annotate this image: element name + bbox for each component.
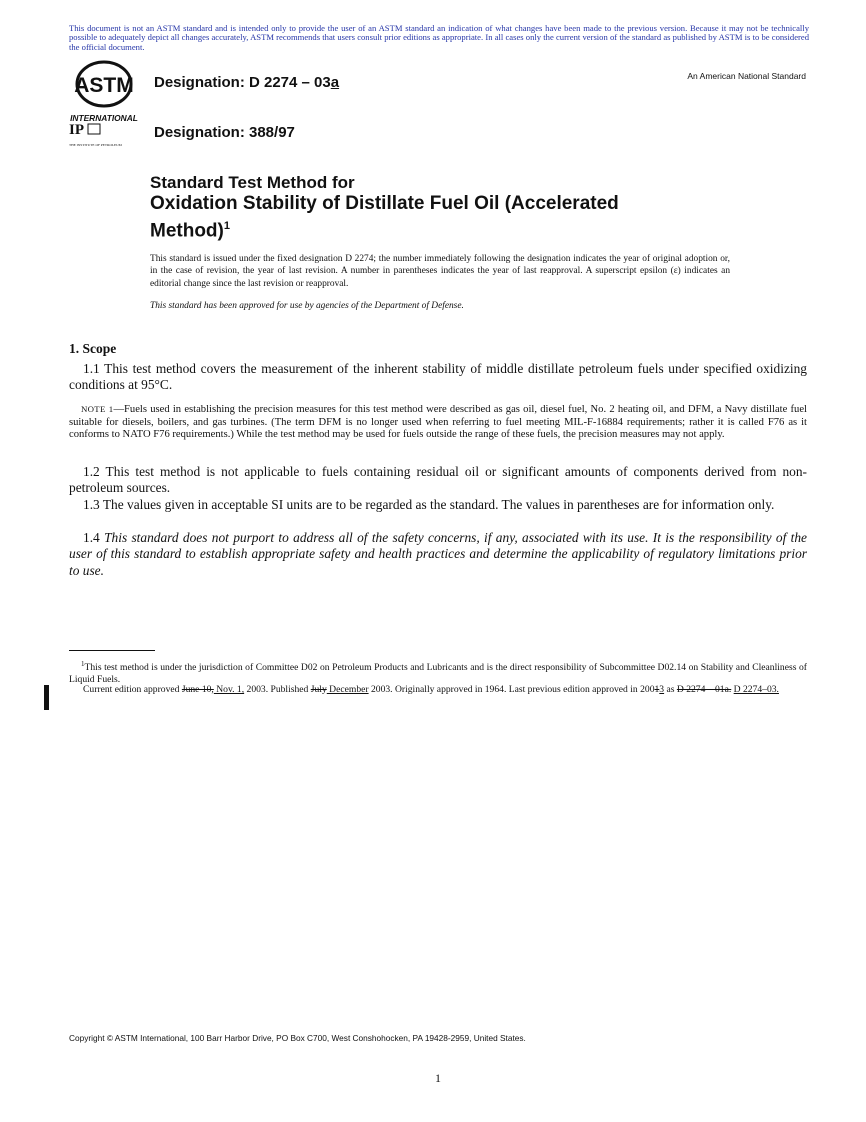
note-text: —Fuels used in establishing the precision measures for this test method were described as gas oil, diesel fuel, No. 2 heating oil, and DFM, a Navy distillate fuel suitable for diesels, boilers, and gas turbines. (The term DFM is no longer used when referring to fuel meeting MIL-F-16884 requirements; rather it is called F76 as it conforms to NATO F76 requirements.) While the test method may be used for fuels outside the range of these fuels, the precision measures may not apply. [69,404,807,441]
title-line-2: Oxidation Stability of Distillate Fuel Oil (Accelerated [150,193,619,214]
copyright-line: Copyright © ASTM International, 100 Barr Harbor Drive, PO Box C700, West Conshohocken, PA 19428-2959, United States. [69,1033,526,1043]
note-1 [69,403,807,442]
astm-logo-text: ASTM [74,74,134,97]
paragraph-1-4 [69,530,807,579]
astm-international-text: INTERNATIONAL [70,113,138,123]
section-heading-scope: 1. Scope [69,341,117,356]
paragraph-1-2: 1.2 This test method is not applicable to fuels containing residual oil or significant amounts of components derived from non-petroleum sources. [69,464,807,496]
inserted-text: 3 [659,684,665,695]
designation-ip: Designation: 388/97 [154,124,295,141]
title-footnote-ref: 1 [223,220,230,232]
footnote-1: $^1$This test method is under the jurisdiction of Committee D02 on Petroleum Products and Lubricants and is the direct responsibility of Subcommittee D02.14 on Stability and Cleanliness of Liquid Fuels. [69,660,807,686]
inserted-text: D 2274–03. [733,684,779,695]
footnote-rule [69,650,155,651]
paragraph-1-4-number: 1.4 [83,530,100,545]
paragraph-1-3: 1.3 The values given in acceptable SI units are to be regarded as the standard. The values in parentheses are for information only. [83,497,775,512]
deleted-text: July [310,684,327,695]
title-line-1: Standard Test Method for [150,173,355,192]
paragraph-1-1: 1.1 This test method covers the measurement of the inherent stability of middle distillate petroleum fuels under specified oxidizing conditions at 95°C. [69,361,807,393]
dod-approval: This standard has been approved for use by agencies of the Department of Defense. [150,301,464,311]
revision-change-bar [44,685,49,710]
inserted-text: December [326,684,369,695]
designation-astm-suffix: a [330,74,340,91]
ip-logo-text: IP [69,122,84,138]
title-line-3: Method)$^1$ [150,220,230,242]
document-title [150,172,750,242]
page-number: 1 [435,1071,441,1085]
inserted-text: Nov. 1, [213,684,245,695]
deleted-text: 1 [654,684,660,695]
note-label: NOTE 1 [81,404,114,414]
document-notice: This document is not an ASTM standard and is intended only to provide the user of an ASTM standard an indication of what changes have been made to the previous version. Because it may not be technically possible to adequately depict all changes accurately, ASTM recommends that users consult prior editions as appropriate. In all cases only the current version of the standard as published by ASTM is to be considered the official document. [69,23,809,52]
issued-statement: This standard is issued under the fixed designation D 2274; the number immediately following the designation indicates the year of original adoption or, in the case of revision, the year of last revision. A number in parentheses indicates the year of last reapproval. A superscript epsilon (ε) indicates an editorial change since the last revision or reapproval. [150,254,730,289]
designation-astm-prefix: Designation: D 2274 – 03 [154,74,331,91]
footnote-edition: Current edition approved June 10, Nov. 1, 2003. Published July December 2003. Originally approved in 1964. Last previous edition approved in 20013 as D 2274 – 01a. D 2274–03. [83,684,779,695]
astm-ip-logo [68,58,142,148]
american-national-standard: An American National Standard [687,71,806,81]
paragraph-1-4-text: This standard does not purport to address all of the safety concerns, if any, associated with its use. It is the responsibility of the user of this standard to establish appropriate safety and health practices and determine the applicability of regulatory limitations prior to use. [69,530,807,578]
designation-astm [154,74,339,91]
deleted-text: D 2274 – 01a. [676,684,732,695]
footnote-1-marker: 1 [81,660,85,668]
ip-caption-text: THE INSTITUTE OF PETROLEUM [69,143,122,147]
deleted-text: June 10, [181,684,214,695]
